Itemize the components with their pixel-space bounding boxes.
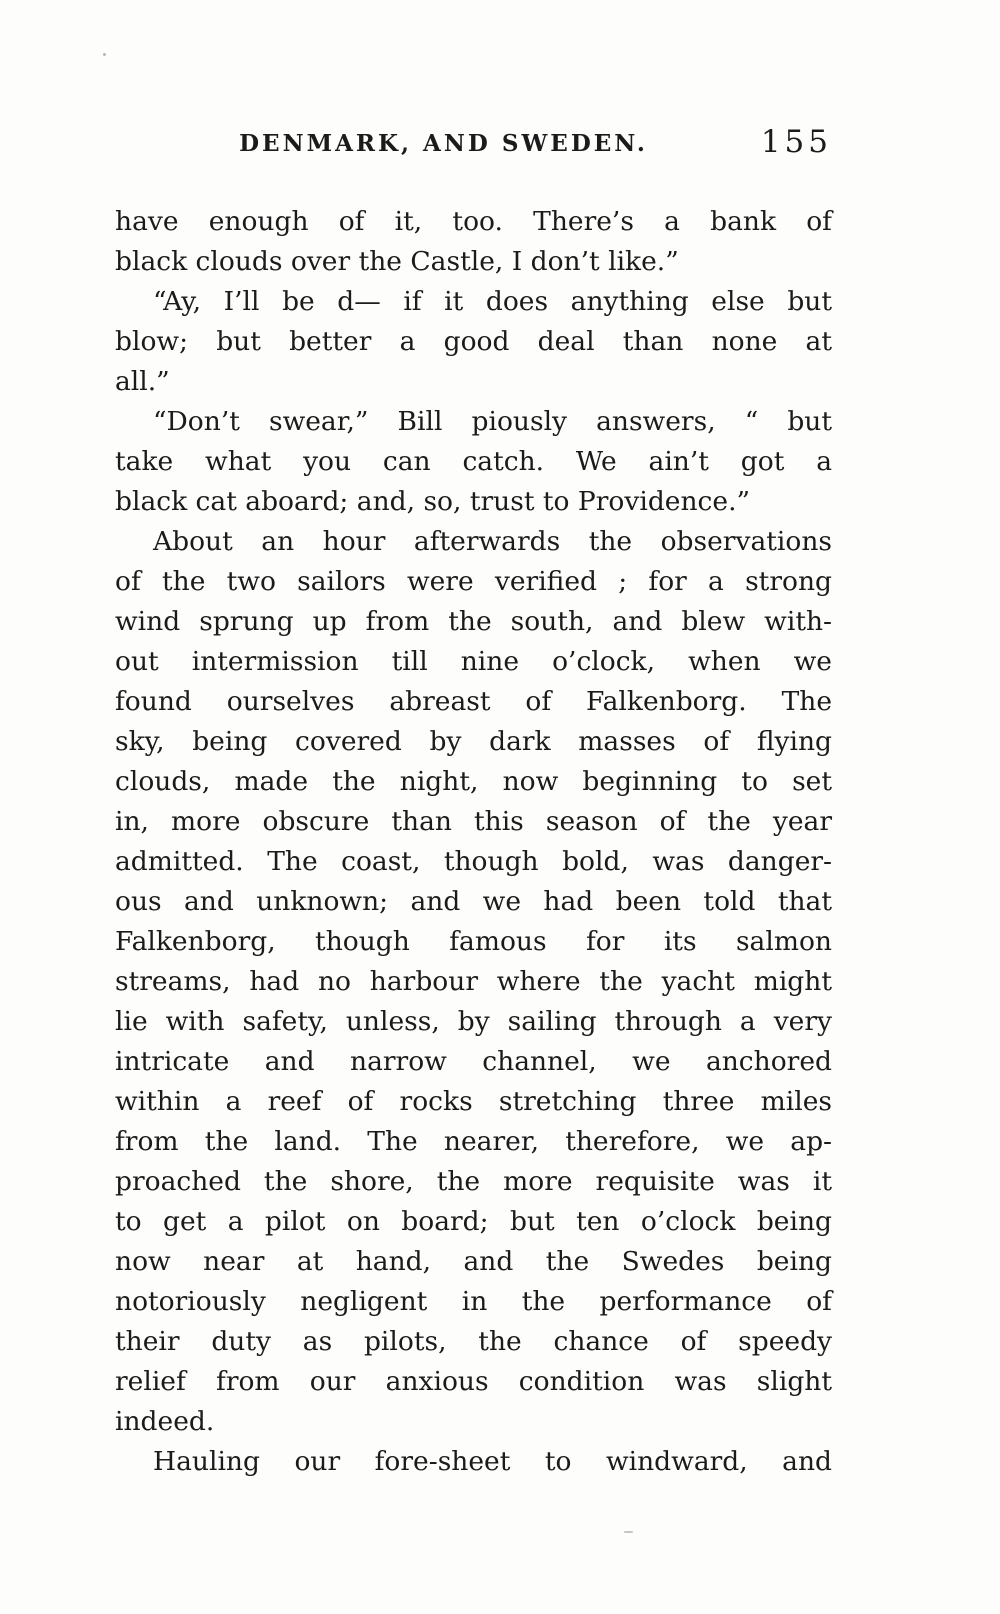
text-line: of the two sailors were verified ; for a strong [115,566,832,597]
text-line: wind sprung up from the south, and blew with- [115,606,832,637]
paragraph [115,282,832,402]
text-line: ous and unknown; and we had been told that [115,886,832,917]
paragraph [115,522,832,1442]
text-line: have enough of it, too. There’s a bank of [115,206,832,237]
text-line: out intermission till nine o’clock, when we [115,646,832,677]
paragraph [115,1442,832,1482]
text-line: to get a pilot on board; but ten o’clock being [115,1206,832,1237]
text-line: lie with safety, unless, by sailing through a very [115,1006,832,1037]
text-block [115,202,832,1482]
scan-speck [103,53,106,56]
text-line: streams, had no harbour where the yacht might [115,966,832,997]
text-line: found ourselves abreast of Falkenborg. The [115,686,832,717]
text-line: Hauling our fore-sheet to windward, and [153,1446,832,1477]
text-line: black cat aboard; and, so, trust to Providence.” [115,486,751,517]
text-line: black clouds over the Castle, I don’t like.” [115,246,679,277]
text-line: notoriously negligent in the performance of [115,1286,832,1317]
text-line: all.” [115,366,170,397]
text-line: “Don’t swear,” Bill piously answers, “ but [153,406,832,437]
text-line: clouds, made the night, now beginning to set [115,766,832,797]
text-line: Falkenborg, though famous for its salmon [115,926,832,957]
text-line: blow; but better a good deal than none at [115,326,832,357]
text-line: “Ay, I’ll be d— if it does anything else but [153,286,832,317]
text-line: from the land. The nearer, therefore, we ap- [115,1126,832,1157]
page-number: 155 [760,124,832,160]
text-line: relief from our anxious condition was slight [115,1366,832,1397]
text-line: indeed. [115,1406,215,1437]
text-line: their duty as pilots, the chance of speedy [115,1326,832,1357]
text-line: take what you can catch. We ain’t got a [115,446,832,477]
scan-speck [624,1531,633,1533]
header-title: DENMARK, AND SWEDEN. [239,130,648,157]
paragraph [115,202,832,282]
text-line: now near at hand, and the Swedes being [115,1246,832,1277]
text-line: within a reef of rocks stretching three miles [115,1086,832,1117]
text-line: proached the shore, the more requisite was it [115,1166,832,1197]
running-header [115,124,832,164]
text-line: About an hour afterwards the observations [153,526,832,557]
text-line: sky, being covered by dark masses of flying [115,726,832,757]
text-line: intricate and narrow channel, we anchored [115,1046,832,1077]
paragraph [115,402,832,522]
text-line: in, more obscure than this season of the year [115,806,832,837]
text-line: admitted. The coast, though bold, was danger- [115,846,832,877]
